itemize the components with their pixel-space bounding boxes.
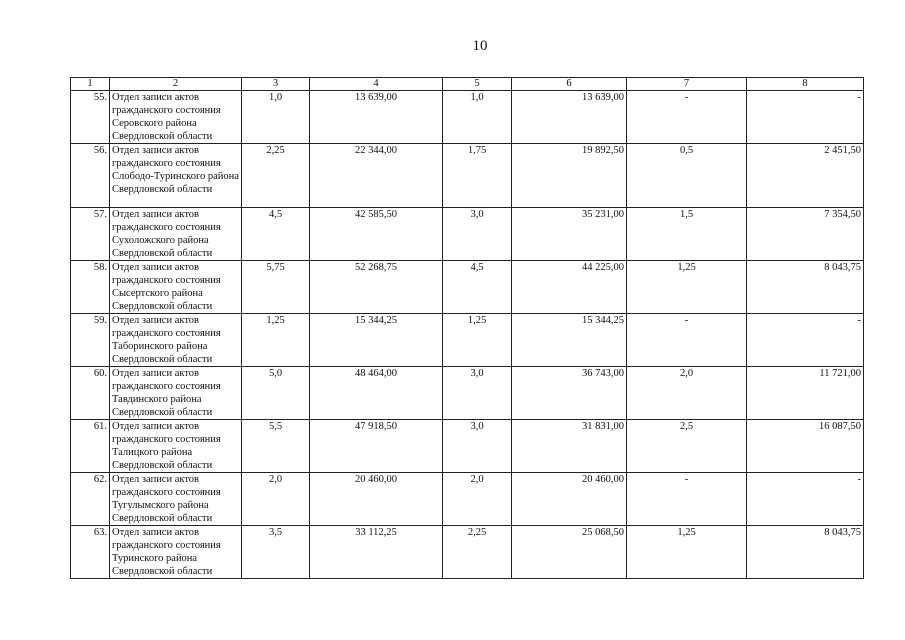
- cell-col7: -: [627, 473, 747, 526]
- table-row: [71, 420, 864, 473]
- office-name: Отдел записи актов гражданского состояния Серовского района Свердловской области: [110, 91, 242, 144]
- cell-col3: 1,0: [242, 91, 310, 144]
- column-header: 1: [71, 78, 110, 91]
- row-number: 61.: [71, 420, 110, 473]
- cell-col4: 13 639,00: [310, 91, 443, 144]
- cell-col6: 13 639,00: [512, 91, 627, 144]
- cell-col7: 2,0: [627, 367, 747, 420]
- office-name: Отдел записи актов гражданского состояния Тавдинского района Свердловской области: [110, 367, 242, 420]
- cell-col4: 52 268,75: [310, 261, 443, 314]
- table-header-row: [71, 78, 864, 91]
- data-table: [70, 77, 864, 579]
- cell-col3: 1,25: [242, 314, 310, 367]
- office-name: Отдел записи актов гражданского состояния Таборинского района Свердловской области: [110, 314, 242, 367]
- table-row: [71, 314, 864, 367]
- office-name: Отдел записи актов гражданского состояния Талицкого района Свердловской области: [110, 420, 242, 473]
- cell-col5: 1,75: [443, 144, 512, 208]
- row-number: 62.: [71, 473, 110, 526]
- table-row: [71, 91, 864, 144]
- table-row: [71, 261, 864, 314]
- cell-col5: 3,0: [443, 420, 512, 473]
- cell-col6: 44 225,00: [512, 261, 627, 314]
- page-number: 10: [472, 38, 488, 54]
- cell-col5: 2,0: [443, 473, 512, 526]
- office-name: Отдел записи актов гражданского состояния Туринского района Свердловской области: [110, 526, 242, 579]
- column-header: 3: [242, 78, 310, 91]
- cell-col3: 4,5: [242, 208, 310, 261]
- cell-col4: 22 344,00: [310, 144, 443, 208]
- cell-col8: -: [747, 91, 864, 144]
- column-header: 4: [310, 78, 443, 91]
- cell-col7: -: [627, 314, 747, 367]
- cell-col8: -: [747, 314, 864, 367]
- office-name: Отдел записи актов гражданского состояния Тугулымского района Свердловской области: [110, 473, 242, 526]
- cell-col5: 2,25: [443, 526, 512, 579]
- cell-col8: 8 043,75: [747, 261, 864, 314]
- row-number: 56.: [71, 144, 110, 208]
- cell-col4: 15 344,25: [310, 314, 443, 367]
- cell-col4: 48 464,00: [310, 367, 443, 420]
- row-number: 57.: [71, 208, 110, 261]
- cell-col7: 2,5: [627, 420, 747, 473]
- cell-col6: 36 743,00: [512, 367, 627, 420]
- column-header: 7: [627, 78, 747, 91]
- cell-col3: 5,5: [242, 420, 310, 473]
- row-number: 55.: [71, 91, 110, 144]
- column-header: 2: [110, 78, 242, 91]
- cell-col5: 3,0: [443, 208, 512, 261]
- cell-col8: 11 721,00: [747, 367, 864, 420]
- cell-col5: 4,5: [443, 261, 512, 314]
- cell-col6: 35 231,00: [512, 208, 627, 261]
- row-number: 60.: [71, 367, 110, 420]
- column-header: 8: [747, 78, 864, 91]
- cell-col8: 8 043,75: [747, 526, 864, 579]
- office-name: Отдел записи актов гражданского состояния Сысертского района Свердловской области: [110, 261, 242, 314]
- row-number: 58.: [71, 261, 110, 314]
- office-name: Отдел записи актов гражданского состояния Слободо-Туринского района Свердловской области: [110, 144, 242, 208]
- cell-col6: 15 344,25: [512, 314, 627, 367]
- cell-col7: 1,25: [627, 526, 747, 579]
- cell-col5: 1,0: [443, 91, 512, 144]
- cell-col6: 25 068,50: [512, 526, 627, 579]
- cell-col4: 47 918,50: [310, 420, 443, 473]
- cell-col5: 3,0: [443, 367, 512, 420]
- table-row: [71, 526, 864, 579]
- table-row: [71, 367, 864, 420]
- cell-col4: 33 112,25: [310, 526, 443, 579]
- cell-col5: 1,25: [443, 314, 512, 367]
- cell-col6: 20 460,00: [512, 473, 627, 526]
- cell-col3: 3,5: [242, 526, 310, 579]
- cell-col3: 5,0: [242, 367, 310, 420]
- cell-col8: 7 354,50: [747, 208, 864, 261]
- table-row: [71, 208, 864, 261]
- column-header: 5: [443, 78, 512, 91]
- table-row: [71, 473, 864, 526]
- cell-col7: 1,5: [627, 208, 747, 261]
- cell-col7: -: [627, 91, 747, 144]
- cell-col3: 2,0: [242, 473, 310, 526]
- row-number: 59.: [71, 314, 110, 367]
- cell-col4: 20 460,00: [310, 473, 443, 526]
- table-row: [71, 144, 864, 208]
- cell-col8: 2 451,50: [747, 144, 864, 208]
- cell-col4: 42 585,50: [310, 208, 443, 261]
- cell-col7: 1,25: [627, 261, 747, 314]
- cell-col8: -: [747, 473, 864, 526]
- cell-col6: 19 892,50: [512, 144, 627, 208]
- row-number: 63.: [71, 526, 110, 579]
- office-name: Отдел записи актов гражданского состояния Сухоложского района Свердловской области: [110, 208, 242, 261]
- cell-col7: 0,5: [627, 144, 747, 208]
- column-header: 6: [512, 78, 627, 91]
- cell-col8: 16 087,50: [747, 420, 864, 473]
- cell-col6: 31 831,00: [512, 420, 627, 473]
- cell-col3: 2,25: [242, 144, 310, 208]
- cell-col3: 5,75: [242, 261, 310, 314]
